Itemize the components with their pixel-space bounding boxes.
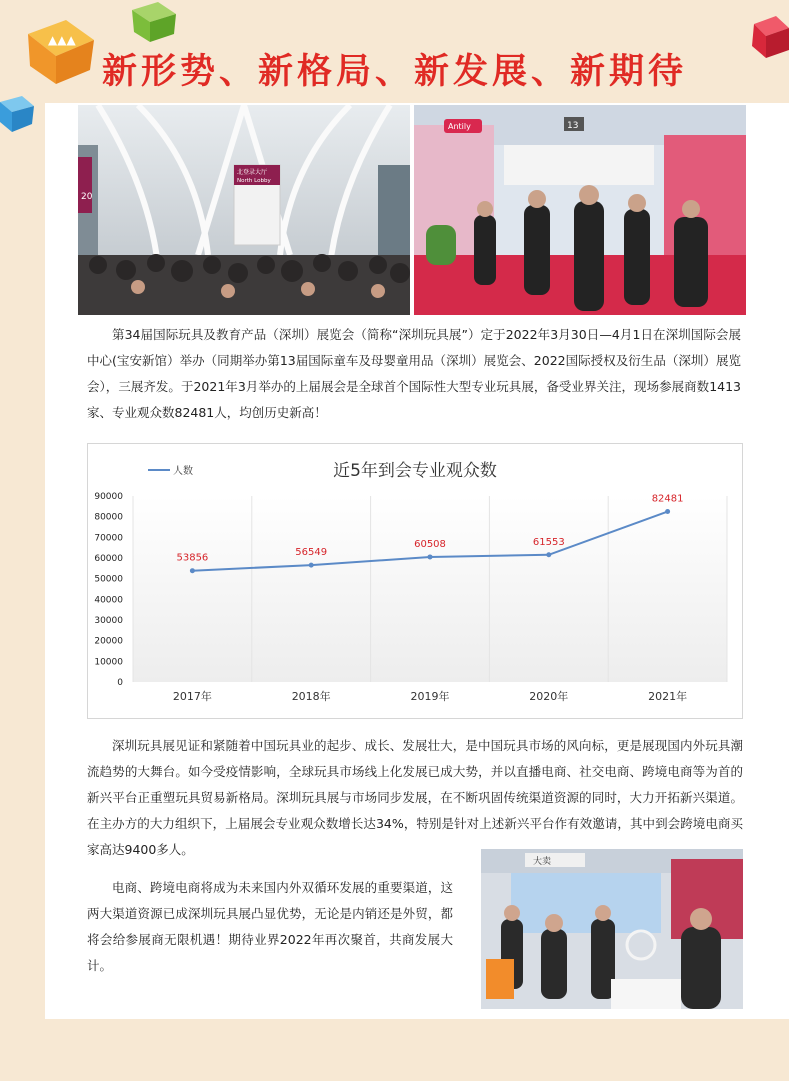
hall-sign-text: 北登录大厅 (237, 169, 268, 176)
data-label: 61553 (532, 536, 565, 548)
y-tick-label: 60000 (94, 554, 123, 564)
legend-label: 人数 (173, 466, 193, 477)
y-tick-label: 20000 (94, 636, 123, 647)
hall-sign-subtext: North Lobby (237, 178, 271, 184)
x-tick-label: 2018年 (291, 690, 331, 703)
data-label: 60508 (414, 538, 446, 550)
y-tick-label: 30000 (94, 616, 123, 626)
blue-cube-icon (0, 94, 36, 134)
data-label: 56549 (295, 547, 328, 559)
chart-title: 近5年到会专业观众数 (333, 461, 497, 481)
body-paragraph-1: 深圳玩具展见证和紧随着中国玩具业的起步、成长、发展壮大，是中国玩具市场的风向标，更是展现国内外玩具潮流趋势的大舞台。如今受疫情影响，全球玩具市场线上化发展已成大势，并以直播电商、社交电商、跨境电商等为首的新兴平台正重塑玩具贸易新格局。深圳玩具展与市场同步发展，在不断巩固传统渠道资源的同时，大力开拓新兴渠道。在主办方的大力组织下，上届展会专业观众数增长达34%，特别是针对上述新兴平台作有效邀请，其中到会跨境电商买家高达9400多人。 (87, 738, 743, 857)
y-tick-label: 50000 (94, 574, 123, 585)
livestream-booth-photo (481, 849, 743, 1009)
x-tick-label: 2021年 (648, 690, 688, 703)
body-paragraph-2: 电商、跨境电商将成为未来国内外双循环发展的重要渠道，这两大渠道资源已成深圳玩具展凸显优势，无论是内销还是外贸，都将会给参展商无限机遇！期待业界2022年再次聚首，共商发展大计。 (87, 880, 453, 973)
line-chart (87, 443, 743, 719)
x-tick-label: 2017年 (172, 690, 212, 703)
svg-text:20: 20 (81, 192, 93, 202)
y-tick-label: 40000 (94, 595, 123, 606)
y-tick-label: 90000 (94, 492, 123, 502)
booth-sign-text: Antily (448, 122, 471, 131)
data-point (665, 509, 670, 514)
y-tick-label: 0 (117, 678, 123, 688)
plot-area (133, 493, 727, 682)
page-title: 新形势、新格局、新发展、新期待 (101, 52, 687, 92)
data-point (428, 554, 433, 559)
green-cube-icon (128, 0, 178, 44)
data-label: 82481 (651, 493, 684, 505)
data-point (190, 568, 195, 573)
svg-text:▲▲▲: ▲▲▲ (48, 33, 76, 47)
booth-number: 13 (567, 121, 579, 131)
x-tick-label: 2019年 (410, 690, 450, 703)
data-label: 53856 (176, 552, 209, 564)
y-tick-label: 70000 (94, 533, 123, 544)
booth3-sign-text: 大卖 (533, 857, 552, 867)
data-point (546, 552, 551, 557)
exhibition-hall-photo (78, 105, 410, 315)
y-tick-label: 10000 (94, 657, 123, 668)
intro-paragraph: 第34届国际玩具及教育产品（深圳）展览会（简称“深圳玩具展”）定于2022年3月30日—4月1日在深圳国际会展中心(宝安新馆）举办（同期举办第13届国际童车及母婴童用品（深圳）展览会、2022国际授权及衍生品（深圳）展览会），三展齐发。于2021年3月举办的上届展会是全球首个国际性大型专业玩具展，备受业界关注，现场参展商数1413家、专业观众数82481人，均创历史新高！ (87, 327, 741, 420)
y-tick-label: 80000 (94, 512, 123, 523)
booth-crowd-photo (414, 105, 746, 315)
x-tick-label: 2020年 (529, 690, 569, 703)
data-point (309, 563, 314, 568)
